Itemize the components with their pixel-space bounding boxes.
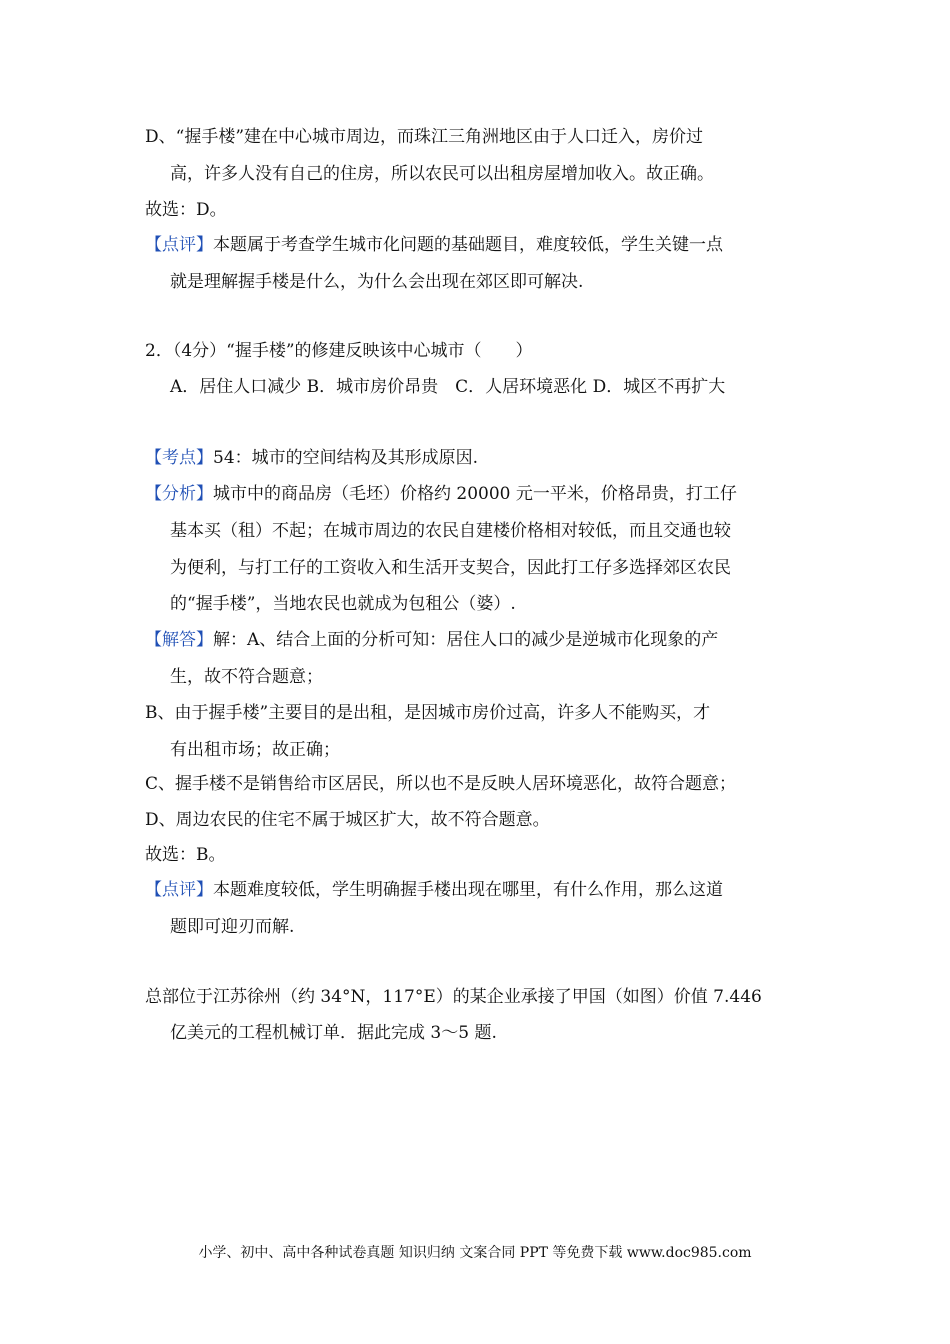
comment-text: 本题属于考查学生城市化问题的基础题目，难度较低，学生关键一点 xyxy=(213,235,723,255)
q2-fenxi-cont-2: 为便利，与打工仔的工资收入和生活开支契合，因此打工仔多选择郊区农民 xyxy=(170,558,731,578)
q2-jieda xyxy=(145,628,718,652)
q2-comment-cont: 题即可迎刃而解. xyxy=(170,917,295,937)
q2-option-b-analysis-cont: 有出租市场；故正确； xyxy=(170,740,340,760)
page-footer: 小学、初中、高中各种试卷真题 知识归纳 文案合同 PPT 等免费下载 www.doc985.com xyxy=(198,1245,752,1261)
q2-kaodian xyxy=(145,446,478,470)
comment-tag: 【点评】 xyxy=(145,235,213,255)
fenxi-text: 城市中的商品房（毛坯）价格约 20000 元一平米，价格昂贵，打工仔 xyxy=(213,484,737,504)
q2-final-answer: 故选：B。 xyxy=(145,845,226,865)
q2-option-c-analysis: C、握手楼不是销售给市区居民，所以也不是反映人居环境恶化，故符合题意； xyxy=(145,774,737,794)
intro-text-cont: 亿美元的工程机械订单．据此完成 3～5 题. xyxy=(170,1023,497,1043)
q2-options: A．居住人口减少 B．城市房价昂贵 C．人居环境恶化 D．城区不再扩大 xyxy=(170,377,726,397)
comment-tag: 【点评】 xyxy=(145,880,213,900)
fenxi-tag: 【分析】 xyxy=(145,484,213,504)
q2-option-d-analysis: D、周边农民的住宅不属于城区扩大，故不符合题意。 xyxy=(145,810,550,830)
q1-comment xyxy=(145,233,723,257)
q2-fenxi xyxy=(145,482,737,506)
option-d-explanation-cont: 高，许多人没有自己的住房，所以农民可以出租房屋增加收入。故正确。 xyxy=(170,164,714,184)
comment-text: 本题难度较低，学生明确握手楼出现在哪里，有什么作用，那么这道 xyxy=(213,880,723,900)
q2-fenxi-cont-1: 基本买（租）不起；在城市周边的农民自建楼价格相对较低，而且交通也较 xyxy=(170,521,731,541)
kaodian-tag: 【考点】 xyxy=(145,448,213,468)
q2-fenxi-cont-3: 的“握手楼”，当地农民也就成为包租公（婆）. xyxy=(170,594,516,614)
intro-text: 总部位于江苏徐州（约 34°N，117°E）的某企业承接了甲国（如图）价值 7.446 xyxy=(145,987,762,1007)
q1-comment-cont: 就是理解握手楼是什么，为什么会出现在郊区即可解决. xyxy=(170,272,584,292)
option-d-explanation: D、“握手楼”建在中心城市周边，而珠江三角洲地区由于人口迁入，房价过 xyxy=(145,127,704,147)
q2-comment xyxy=(145,878,723,902)
q2-jieda-cont: 生，故不符合题意； xyxy=(170,667,323,687)
jieda-tag: 【解答】 xyxy=(145,630,213,650)
q1-final-answer: 故选：D。 xyxy=(145,200,227,220)
kaodian-text: 54：城市的空间结构及其形成原因. xyxy=(213,448,479,468)
q2-stem: 2．（4分）“握手楼”的修建反映该中心城市（ ） xyxy=(145,341,533,361)
jieda-text: 解：A、结合上面的分析可知：居住人口的减少是逆城市化现象的产 xyxy=(213,630,719,650)
q2-option-b-analysis: B、由于握手楼”主要目的是出租，是因城市房价过高，许多人不能购买，才 xyxy=(145,703,711,723)
